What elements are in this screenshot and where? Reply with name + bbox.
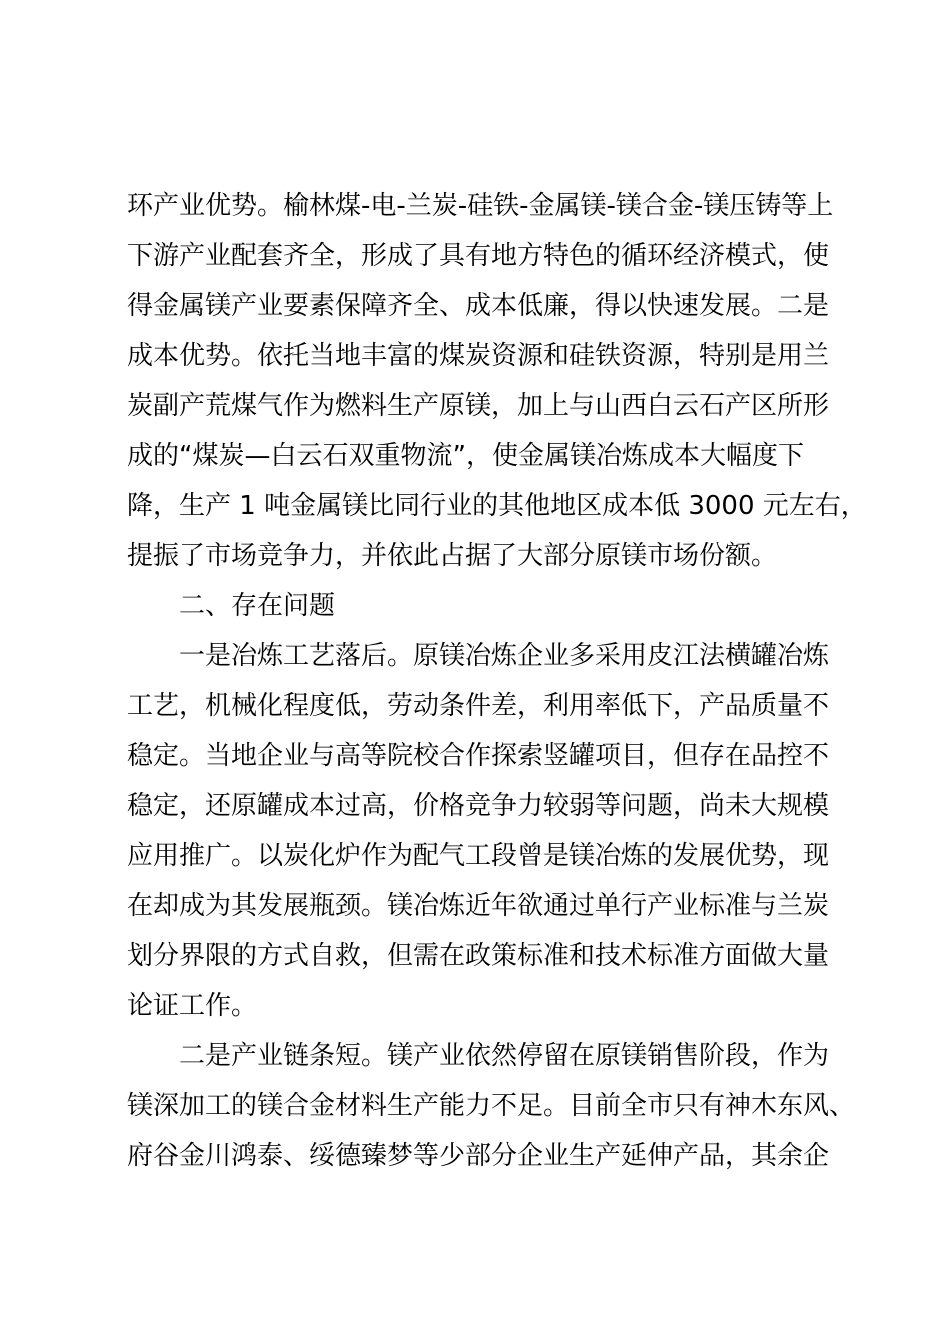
- text-line: 稳定，还原罐成本过高，价格竞争力较弱等问题，尚未大规模: [127, 791, 830, 821]
- text-line: 论证工作。: [127, 991, 258, 1021]
- text-line: 在却成为其发展瓶颈。镁冶炼近年欲通过单行产业标准与兰炭: [127, 891, 830, 921]
- text-line: 府谷金川鸿泰、绥德臻梦等少部分企业生产延伸产品，其余企: [127, 1141, 830, 1171]
- paragraph-first-line: 二是产业链条短。镁产业依然停留在原镁销售阶段，作为: [179, 1041, 830, 1071]
- text-line: 镁深加工的镁合金材料生产能力不足。目前全市只有神木东风、: [127, 1091, 856, 1121]
- text-line: 环产业优势。榆林煤-电-兰炭-硅铁-金属镁-镁合金-镁压铸等上: [127, 191, 834, 221]
- text-line: 炭副产荒煤气作为燃料生产原镁，加上与山西白云石产区所形: [127, 391, 830, 421]
- paragraph-first-line: 一是冶炼工艺落后。原镁冶炼企业多采用皮江法横罐冶炼: [179, 641, 830, 671]
- text-line: 稳定。当地企业与高等院校合作探索竖罐项目，但存在品控不: [127, 741, 830, 771]
- text-line: 提振了市场竞争力，并依此占据了大部分原镁市场份额。: [127, 541, 778, 571]
- text-line: 划分界限的方式自救，但需在政策标准和技术标准方面做大量: [127, 941, 830, 971]
- text-line: 降，生产 1 吨金属镁比同行业的其他地区成本低 3000 元左右，: [127, 491, 867, 521]
- text-line: 成的“煤炭—白云石双重物流”，使金属镁冶炼成本大幅度下: [127, 441, 804, 471]
- text-line: 成本优势。依托当地丰富的煤炭资源和硅铁资源，特别是用兰: [127, 341, 830, 371]
- text-line: 工艺，机械化程度低，劳动条件差，利用率低下，产品质量不: [127, 691, 830, 721]
- text-line: 应用推广。以炭化炉作为配气工段曾是镁冶炼的发展优势，现: [127, 841, 830, 871]
- text-line: 下游产业配套齐全，形成了具有地方特色的循环经济模式，使: [127, 241, 830, 271]
- section-heading: 二、存在问题: [179, 591, 336, 621]
- text-line: 得金属镁产业要素保障齐全、成本低廉，得以快速发展。二是: [127, 291, 830, 321]
